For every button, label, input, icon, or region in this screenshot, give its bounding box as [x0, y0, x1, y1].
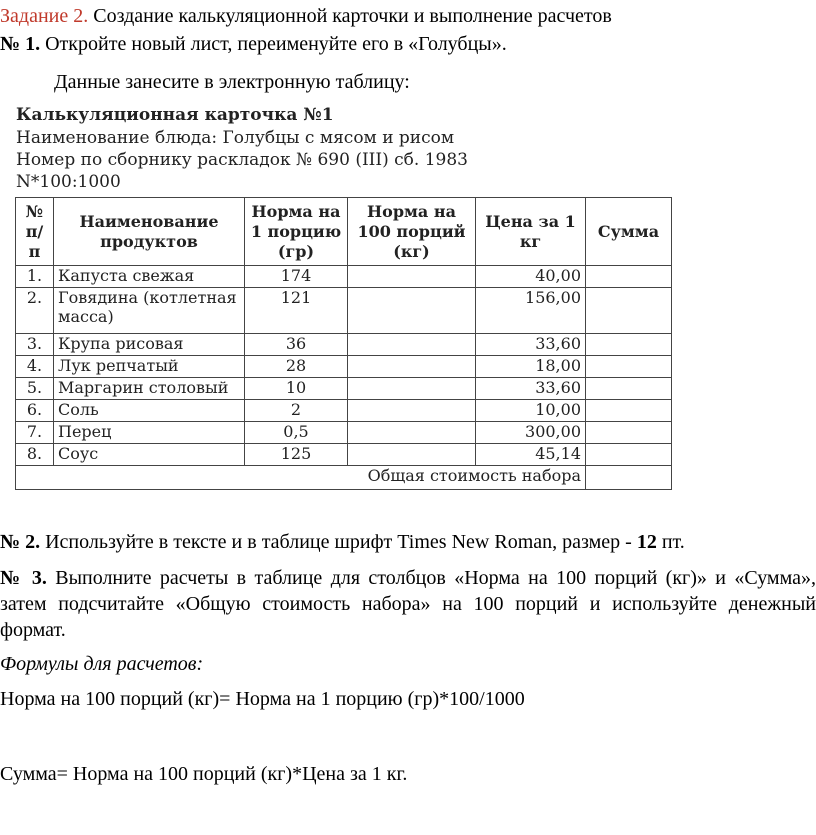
cell-norm1: 28: [245, 356, 348, 378]
step3-text: Выполните расчеты в таблице для столбцов «Норма на 100 порций (кг)» и «Сумма», затем подсчитайте «Общую стоимость набора» на 100 порций и используйте денежный формат.: [0, 567, 816, 641]
cell-name: Крупа рисовая: [54, 334, 245, 356]
header-price: Цена за 1 кг: [476, 198, 586, 266]
step1-instruction: Данные занесите в электронную таблицу:: [54, 71, 410, 93]
cell-num: 6.: [16, 400, 54, 422]
step2-line: [0, 530, 685, 554]
cell-norm1: 121: [245, 288, 348, 334]
step3-paragraph: [0, 565, 816, 643]
formula-sum: Сумма= Норма на 100 порций (кг)*Цена за 1 кг.: [0, 763, 408, 785]
cell-num: 5.: [16, 378, 54, 400]
cell-price: 33,60: [476, 378, 586, 400]
step2-text-before: Используйте в тексте и в таблице шрифт Times New Roman, размер -: [40, 531, 637, 553]
table-row: [16, 378, 672, 400]
cell-name: Капуста свежая: [54, 266, 245, 288]
cell-sum: [586, 288, 672, 334]
card-collection: Номер по сборнику раскладок № 690 (III) сб. 1983: [16, 150, 468, 170]
cell-sum: [586, 400, 672, 422]
task-label: Задание 2.: [0, 5, 89, 27]
header-sum: Сумма: [586, 198, 672, 266]
header-num: № п/п: [16, 198, 54, 266]
header-name: Наименование продуктов: [54, 198, 245, 266]
cell-sum: [586, 422, 672, 444]
cell-sum: [586, 444, 672, 466]
cell-price: 33,60: [476, 334, 586, 356]
table-row: [16, 334, 672, 356]
cell-num: 7.: [16, 422, 54, 444]
cell-norm1: 10: [245, 378, 348, 400]
total-sum-cell: [586, 466, 672, 490]
cell-num: 1.: [16, 266, 54, 288]
step2-text-after: пт.: [656, 531, 685, 553]
cell-sum: [586, 266, 672, 288]
cell-norm1: 125: [245, 444, 348, 466]
step1-text: Откройте новый лист, переименуйте его в «Голубцы».: [40, 33, 507, 55]
table-total-row: [16, 466, 672, 490]
cell-price: 156,00: [476, 288, 586, 334]
cell-num: 4.: [16, 356, 54, 378]
cell-norm1: 0,5: [245, 422, 348, 444]
cell-norm1: 174: [245, 266, 348, 288]
total-label: Общая стоимость набора: [16, 466, 586, 490]
task-title: Создание калькуляционной карточки и выполнение расчетов: [88, 5, 612, 27]
cell-price: 18,00: [476, 356, 586, 378]
table-row: [16, 266, 672, 288]
cell-name: Соус: [54, 444, 245, 466]
card-servings: N*100:1000: [16, 172, 121, 192]
header-norm100: Норма на 100 порций (кг): [348, 198, 476, 266]
cell-sum: [586, 356, 672, 378]
cell-price: 300,00: [476, 422, 586, 444]
cell-name: Соль: [54, 400, 245, 422]
calculation-table: [15, 197, 672, 490]
cell-norm100: [348, 444, 476, 466]
step1-line: [0, 32, 507, 56]
cell-name: Лук репчатый: [54, 356, 245, 378]
cell-norm100: [348, 378, 476, 400]
cell-name: Перец: [54, 422, 245, 444]
step2-font-size: 12: [636, 531, 657, 553]
cell-price: 40,00: [476, 266, 586, 288]
formulas-title: Формулы для расчетов:: [0, 653, 204, 675]
cell-sum: [586, 334, 672, 356]
cell-norm100: [348, 334, 476, 356]
cell-norm1: 36: [245, 334, 348, 356]
cell-price: 45,14: [476, 444, 586, 466]
cell-sum: [586, 378, 672, 400]
cell-norm100: [348, 266, 476, 288]
cell-price: 10,00: [476, 400, 586, 422]
task-heading: [0, 4, 612, 28]
cell-name: Говядина (котлетная масса): [54, 288, 245, 334]
cell-num: 8.: [16, 444, 54, 466]
table-header-row: [16, 198, 672, 266]
cell-num: 3.: [16, 334, 54, 356]
cell-norm1: 2: [245, 400, 348, 422]
header-norm1: Норма на 1 порцию (гр): [245, 198, 348, 266]
cell-name: Маргарин столовый: [54, 378, 245, 400]
table-row: [16, 400, 672, 422]
cell-norm100: [348, 356, 476, 378]
table-row: [16, 288, 672, 334]
step2-number: № 2.: [0, 531, 41, 553]
card-title: Калькуляционная карточка №1: [16, 105, 334, 125]
table-row: [16, 444, 672, 466]
cell-norm100: [348, 422, 476, 444]
cell-num: 2.: [16, 288, 54, 334]
formula-norm100: Норма на 100 порций (кг)= Норма на 1 порцию (гр)*100/1000: [0, 688, 525, 710]
card-dish: Наименование блюда: Голубцы с мясом и рисом: [16, 128, 455, 148]
cell-norm100: [348, 400, 476, 422]
step3-number: № 3.: [0, 567, 47, 589]
step1-number: № 1.: [0, 33, 41, 55]
cell-norm100: [348, 288, 476, 334]
table-row: [16, 356, 672, 378]
table-row: [16, 422, 672, 444]
